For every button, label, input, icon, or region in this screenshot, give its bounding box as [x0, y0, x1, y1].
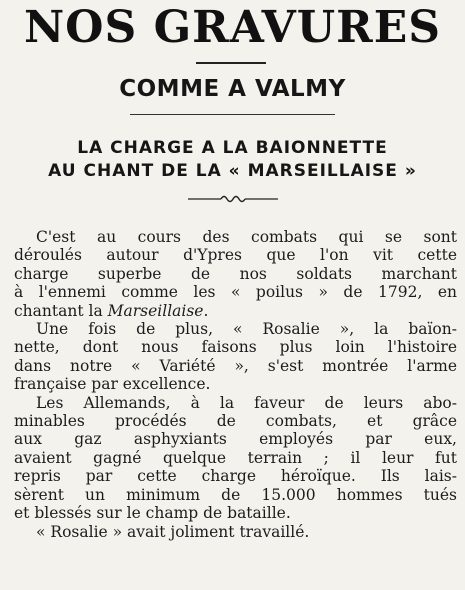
- body-line: française par excellence.: [14, 375, 211, 394]
- body-line: minables procédés de combats, et grâce: [14, 412, 457, 431]
- body-line: déroulés autour d'Ypres que l'on vit cette: [14, 246, 457, 265]
- body-line: Les Allemands, à la faveur de leurs abo-: [36, 393, 457, 412]
- body-line: C'est au cours des combats qui se sont: [36, 228, 457, 246]
- body-text: .: [203, 301, 209, 320]
- body-line: à l'ennemi comme les « poilus » de 1792, en: [14, 283, 457, 302]
- body-line: repris par cette charge héroïque. Ils lais-: [14, 467, 457, 486]
- article-body: [14, 228, 457, 541]
- headline-line-2: AU CHANT DE LA « MARSEILLAISE »: [48, 161, 417, 181]
- body-line: « Rosalie » avait joliment travaillé.: [36, 522, 310, 541]
- body-line: charge superbe de nos soldats marchant: [14, 264, 457, 283]
- body-text-italic: Marseillaise: [107, 301, 204, 320]
- article-subtitle: COMME A VALMY: [119, 76, 346, 102]
- body-line: [14, 302, 457, 320]
- masthead-title: NOS GRAVURES: [23, 2, 442, 53]
- body-line: avaient gagné quelque terrain ; il leur fut: [14, 448, 457, 467]
- ornament-divider-icon: [188, 193, 278, 205]
- divider-rule: [130, 114, 335, 115]
- body-line: nette, dont nous faisons plus loin l'histoire: [14, 338, 457, 357]
- body-line: Une fois de plus, « Rosalie », la baïon-: [36, 320, 457, 339]
- body-line: sèrent un minimum de 15.000 hommes tués: [14, 485, 457, 504]
- headline-line-1: LA CHARGE A LA BAIONNETTE: [77, 138, 388, 158]
- body-line: et blessés sur le champ de bataille.: [14, 504, 291, 523]
- divider-rule: [196, 62, 266, 64]
- body-line: dans notre « Variété », s'est montrée l'arme: [14, 356, 457, 375]
- body-line: aux gaz asphyxiants employés par eux,: [14, 430, 457, 449]
- body-text: chantant la: [14, 301, 108, 320]
